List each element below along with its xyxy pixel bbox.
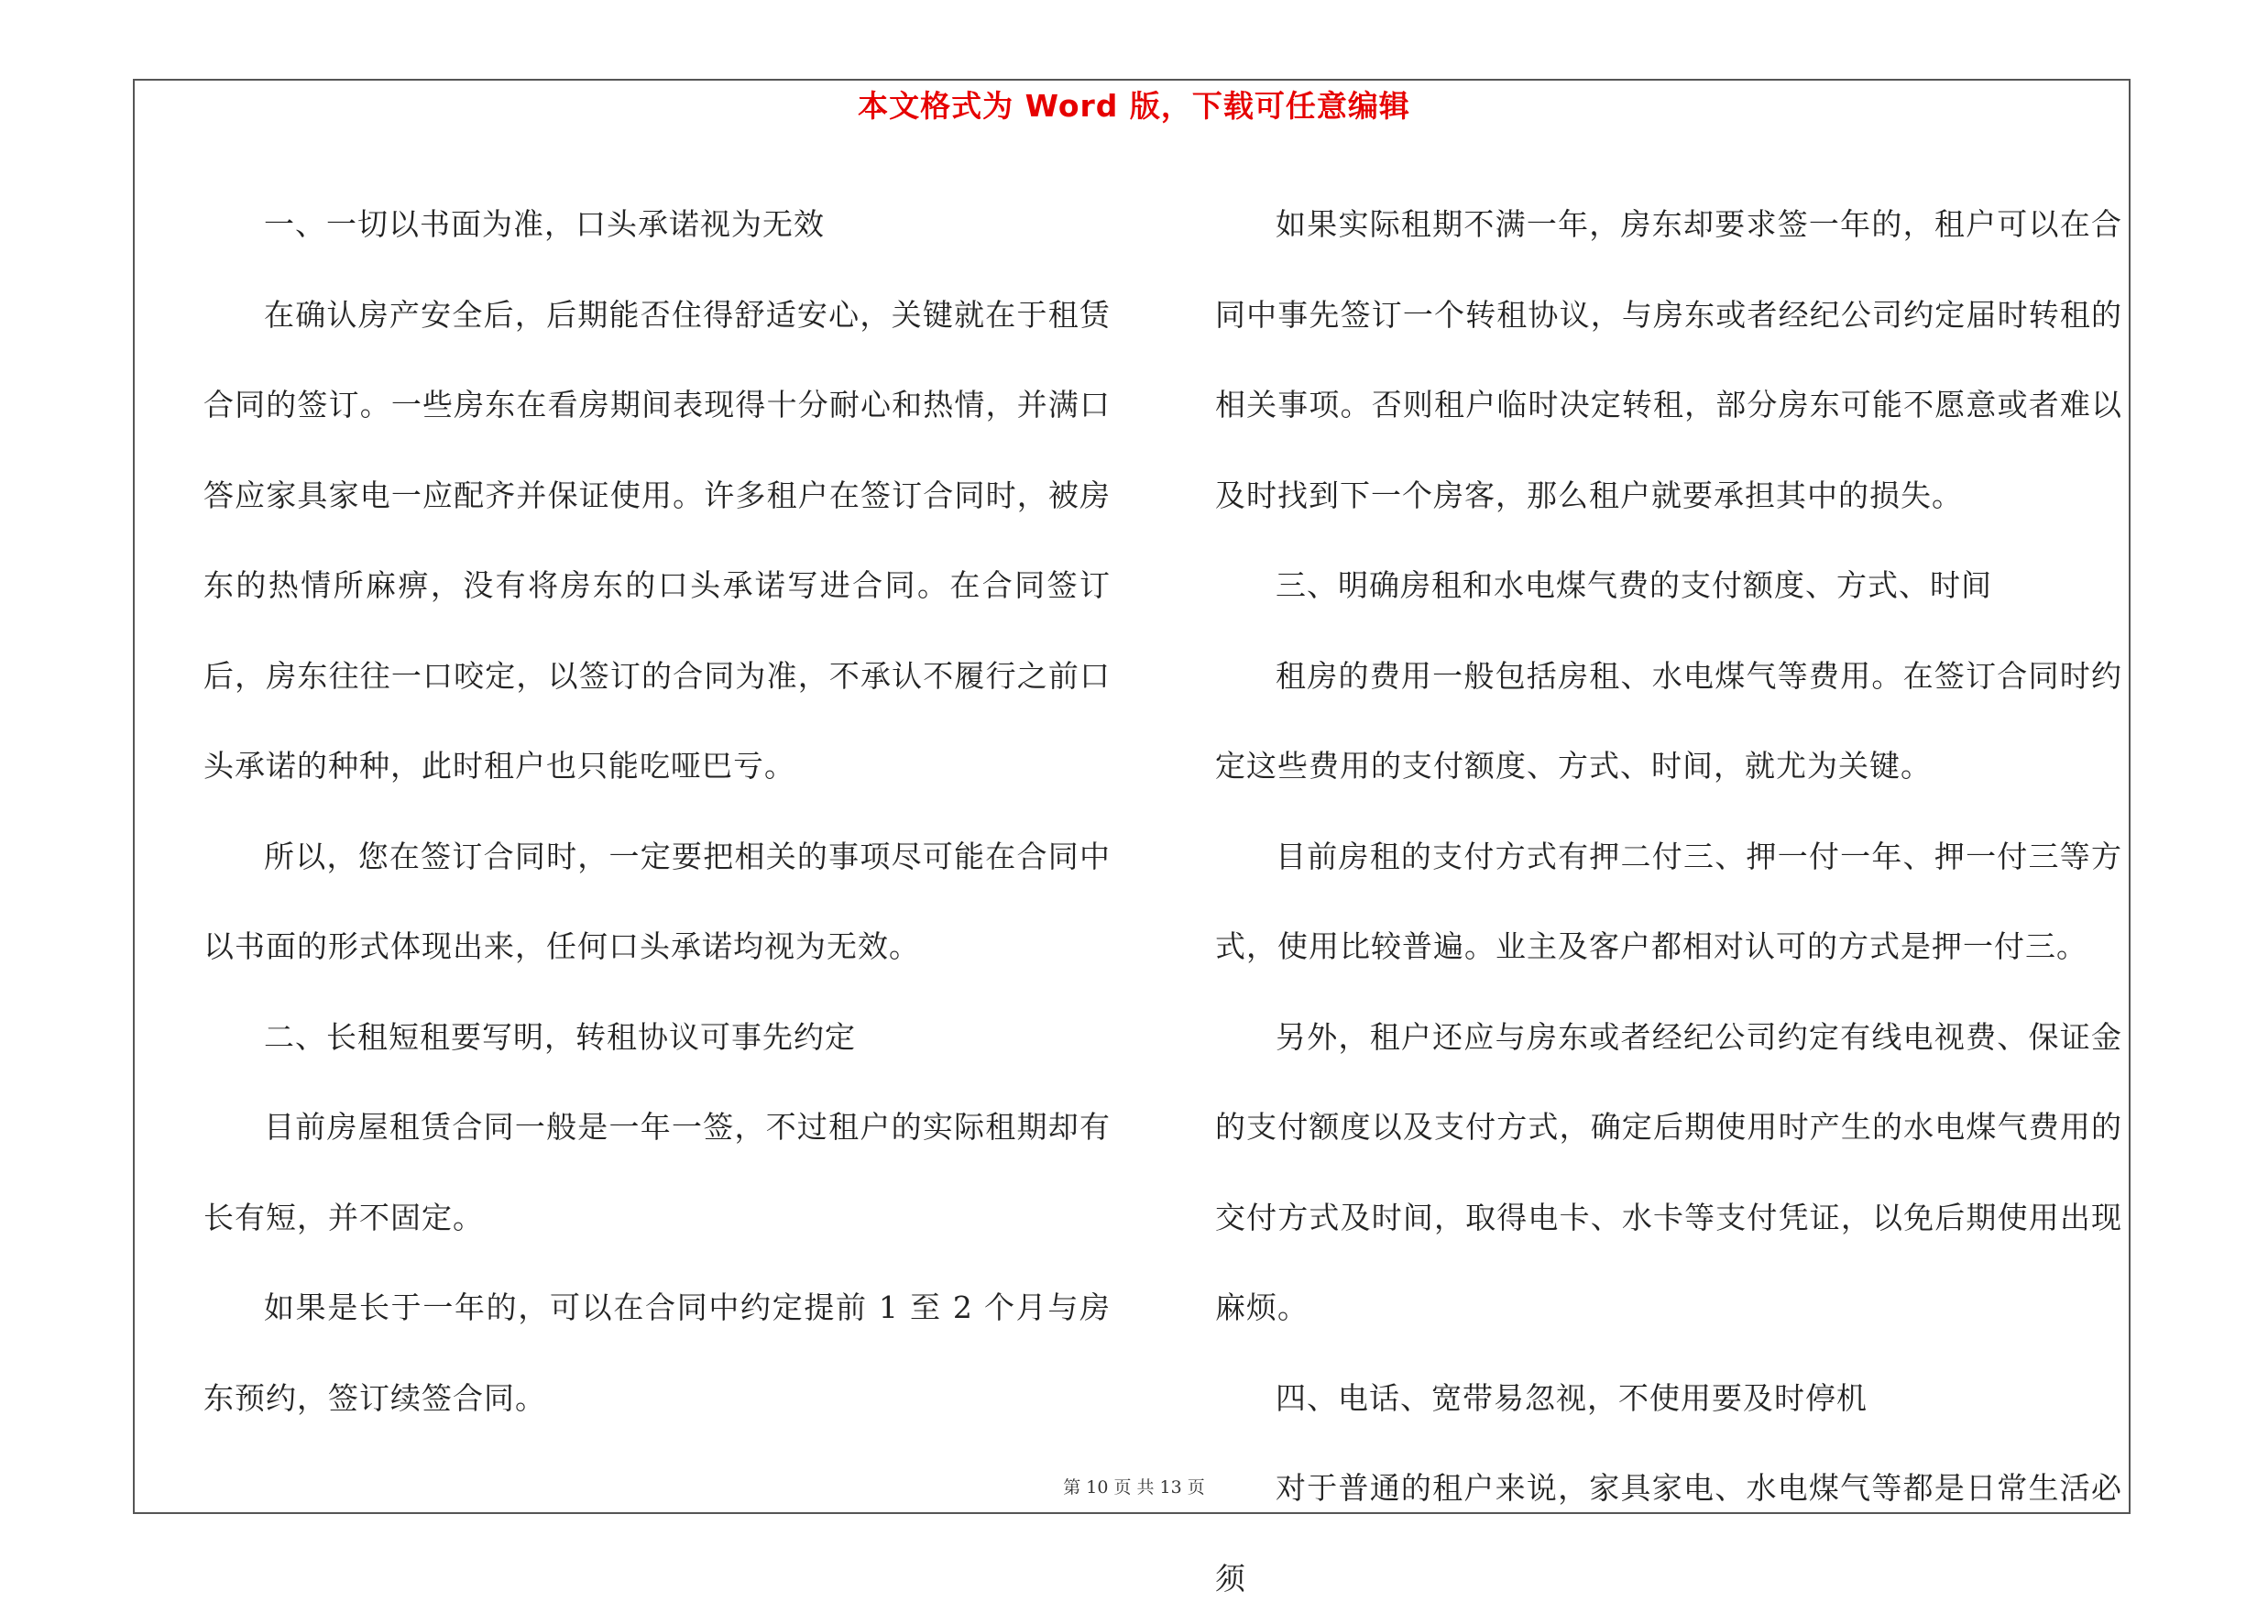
paragraph: 另外，租户还应与房东或者经纪公司约定有线电视费、保证金的支付额度以及支付方式，确定后期使用时产生的水电煤气费用的交付方式及时间，取得电卡、水卡等支付凭证，以免后期使用出现麻烦。 (1215, 1018, 2122, 1325)
heading-1: 一、一切以书面为准，口头承诺视为无效 (264, 206, 825, 242)
paragraph: 租房的费用一般包括房租、水电煤气等费用。在签订合同时约定这些费用的支付额度、方式、时间，就尤为关键。 (1215, 657, 2122, 784)
paragraph: 在确认房产安全后，后期能否住得舒适安心，关键就在于租赁合同的签订。一些房东在看房期间表现得十分耐心和热情，并满口答应家具家电一应配齐并保证使用。许多租户在签订合同时，被房东的热情所麻痹，没有将房东的口头承诺写进合同。在合同签订后，房东往往一口咬定，以签订的合同为准，不承认不履行之前口头承诺的种种，此时租户也只能吃哑巴亏。 (203, 296, 1111, 784)
left-column (203, 180, 1111, 1443)
paragraph: 对于普通的租户来说，家具家电、水电煤气等都是日常生活必须 (1215, 1470, 2122, 1597)
paragraph: 如果实际租期不满一年，房东却要求签一年的，租户可以在合同中事先签订一个转租协议，与房东或者经纪公司约定届时转租的相关事项。否则租户临时决定转租，部分房东可能不愿意或者难以及时找到下一个房客，那么租户就要承担其中的损失。 (1215, 206, 2122, 513)
heading-4: 四、电话、宽带易忽视，不使用要及时停机 (1276, 1379, 1868, 1416)
paragraph: 如果是长于一年的，可以在合同中约定提前 1 至 2 个月与房东预约，签订续签合同。 (203, 1289, 1111, 1416)
paragraph: 目前房屋租赁合同一般是一年一签，不过租户的实际租期却有长有短，并不固定。 (203, 1109, 1111, 1235)
page-number-footer: 第 10 页 共 13 页 (1063, 1477, 1205, 1498)
right-column (1215, 180, 2122, 1624)
paragraph: 目前房租的支付方式有押二付三、押一付一年、押一付三等方式，使用比较普遍。业主及客户都相对认可的方式是押一付三。 (1215, 838, 2122, 964)
heading-3: 三、明确房租和水电煤气费的支付额度、方式、时间 (1276, 567, 1992, 603)
paragraph: 所以，您在签订合同时，一定要把相关的事项尽可能在合同中以书面的形式体现出来，任何口头承诺均视为无效。 (203, 838, 1111, 964)
heading-2: 二、长租短租要写明，转租协议可事先约定 (264, 1018, 856, 1055)
word-format-banner: 本文格式为 Word 版，下载可任意编辑 (858, 88, 1410, 124)
